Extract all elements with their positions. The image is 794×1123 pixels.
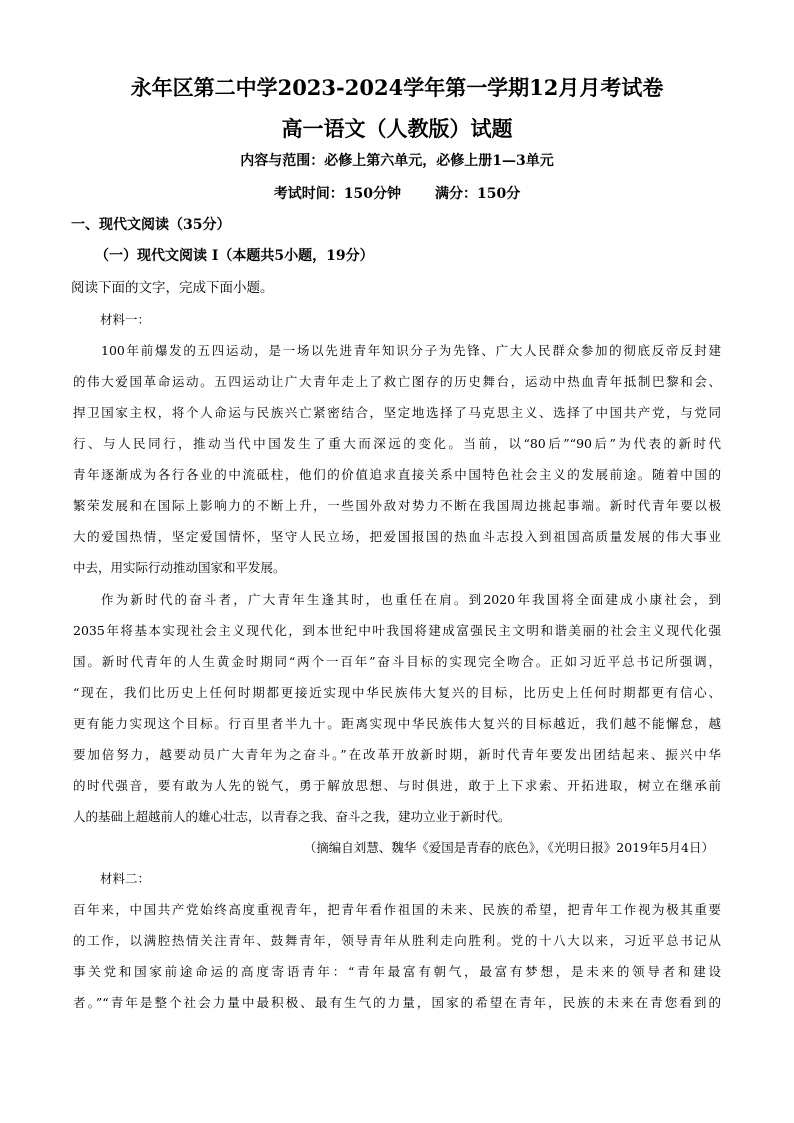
paragraph-line: 的工作，以满腔热情关注青年、鼓舞青年，领导青年从胜利走向胜利。党的十八大以来，习近平总书记从: [73, 933, 721, 948]
paragraph-line: 百年来，中国共产党始终高度重视青年，把青年看作祖国的未来、民族的希望，把青年工作视为极其重要: [73, 902, 721, 917]
paragraph-line: 事关党和国家前途命运的高度寄语青年：“青年最富有朝气，最富有梦想，是未来的领导者和建设: [73, 964, 721, 979]
exam-title: 永年区第二中学2023-2024学年第一学期12月月考试卷: [130, 75, 664, 100]
paragraph-line: 繁荣发展和在国际上影响力的不断上升，一些国外敌对势力不断在我国周边挑起事端。新时代青年要以极: [73, 498, 721, 513]
material-one-label: 材料一：: [100, 312, 151, 327]
paragraph-line: 的时代强音，要有敢为人先的锐气，勇于解放思想、与时俱进，敢于上下求索、开拓进取，树立在继承前: [73, 778, 721, 793]
paragraph-line: 更有能力实现这个目标。行百里者半九十。距离实现中华民族伟大复兴的目标越近，我们越不能懈怠，越: [73, 716, 721, 731]
paragraph-line: 100年前爆发的五四运动，是一场以先进青年知识分子为先锋、广大人民群众参加的彻底反帝反封建: [101, 343, 721, 358]
paragraph-line: 的伟大爱国革命运动。五四运动让广大青年走上了救亡图存的历史舞台，运动中热血青年抵制巴黎和会、: [73, 374, 721, 389]
paragraph-line: 者。”“青年是整个社会力量中最积极、最有生气的力量，国家的希望在青年，民族的未来在青您看到的: [73, 995, 721, 1010]
exam-time: 考试时间：150分钟: [273, 186, 401, 202]
paragraph-line: 作为新时代的奋斗者，广大青年生逢其时，也重任在肩。到2020年我国将全面建成小康社会，到: [101, 592, 721, 607]
paragraph-line: 青年逐渐成为各行各业的中流砥柱，他们的价值追求直接关系中国特色社会主义的发展前途。随着中国的: [73, 467, 721, 482]
exam-score: 满分：150分: [435, 186, 521, 202]
material-two-label: 材料二：: [100, 871, 151, 886]
paragraph-line: 行、与人民同行，推动当代中国发生了重大而深远的变化。当前，以“80后”“90后”为代表的新时代: [73, 436, 721, 451]
exam-time-score: [0, 183, 794, 203]
paragraph-line: 国。新时代青年的人生黄金时期同“两个一百年”奋斗目标的实现完全吻合。正如习近平总书记所强调，: [73, 654, 721, 669]
paragraph-line: 2035年将基本实现社会主义现代化，到本世纪中叶我国将建成富强民主文明和谐美丽的社会主义现代化强: [73, 623, 721, 638]
exam-scope: 内容与范围：必修上第六单元，必修上册1—3单元: [240, 153, 554, 169]
section-heading: 一、现代文阅读（35分）: [71, 217, 231, 233]
paragraph-line: 大的爱国热情，坚定爱国情怀，坚守人民立场，把爱国报国的热血斗志投入到祖国高质量发展的伟大事业: [73, 529, 721, 544]
paragraph-line: 人的基础上超越前人的雄心壮志，以青春之我、奋斗之我，建功立业于新时代。: [73, 809, 511, 824]
paragraph-line: 捍卫国家主权，将个人命运与民族兴亡紧密结合，坚定地选择了马克思主义、选择了中国共产党，与党同: [73, 405, 721, 420]
exam-subtitle: 高一语文（人教版）试题: [281, 116, 513, 141]
paragraph-line: 中去，用实际行动推动国家和平发展。: [73, 560, 286, 575]
paragraph-line: 要加倍努力，越要动员广大青年为之奋斗。”在改革开放新时期，新时代青年要发出团结起来、振兴中华: [73, 747, 721, 762]
sub-section-heading: （一）现代文阅读 I（本题共5小题，19分）: [95, 248, 374, 264]
paragraph-line: “现在，我们比历史上任何时期都更接近实现中华民族伟大复兴的目标，比历史上任何时期都更有信心、: [73, 685, 721, 700]
reading-instruction: 阅读下面的文字，完成下面小题。: [71, 280, 274, 296]
material-one-source: （摘编自刘慧、魏华《爱国是青春的底色》，《光明日报》2019年5月4日）: [303, 840, 714, 855]
